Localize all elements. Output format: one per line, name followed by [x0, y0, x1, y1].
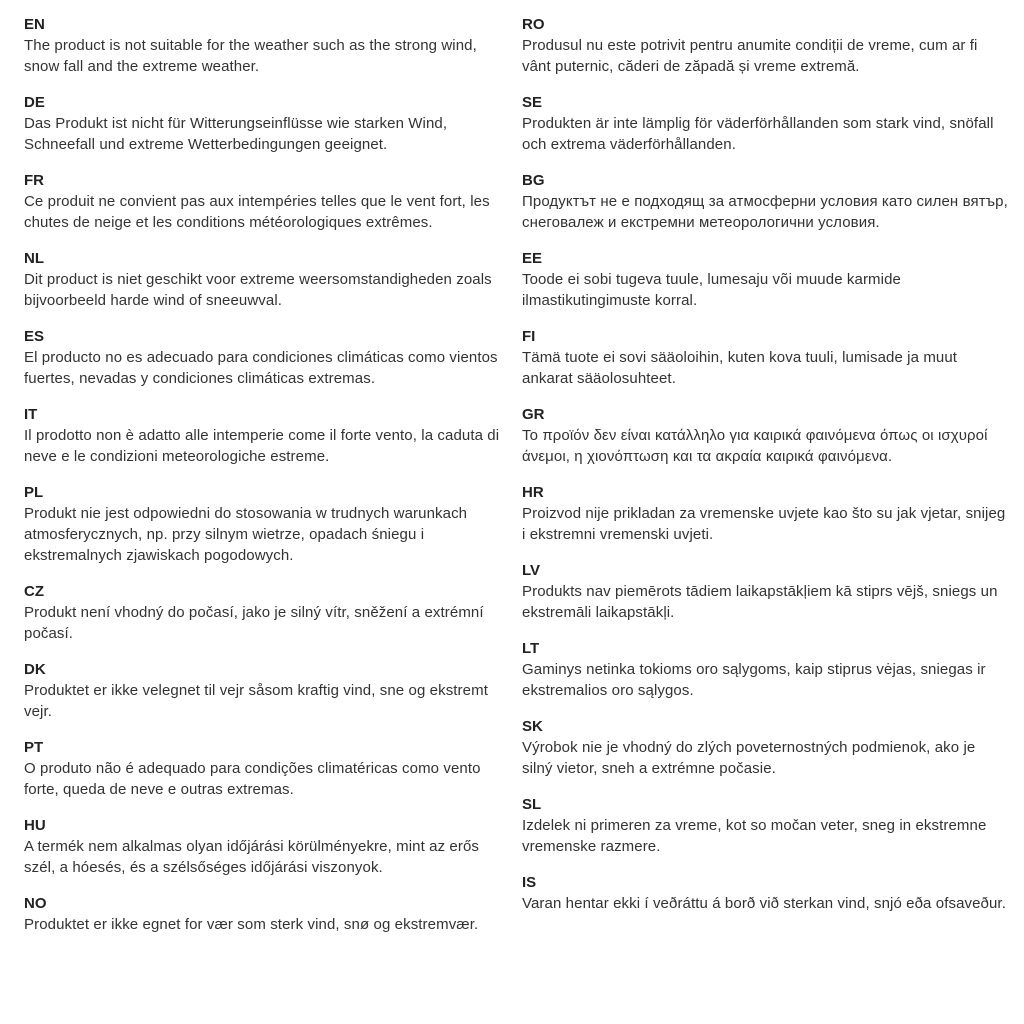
language-block: [522, 638, 1008, 701]
language-code-label: PT: [24, 739, 44, 756]
translation-text: Tämä tuote ei sovi sääoloihin, kuten kova tuuli, lumisade ja muut ankarat sääolosuhteet.: [522, 349, 958, 387]
language-code-label: DE: [24, 94, 45, 111]
language-block: [24, 659, 510, 722]
translation-text: Продуктът не е подходящ за атмосферни условия като силен вятър, снеговалеж и екстремни метеорологични условия.: [522, 193, 1008, 231]
language-code-label: SK: [522, 718, 543, 735]
language-code-label: NO: [24, 895, 47, 912]
language-block: [522, 872, 1008, 914]
translation-text: Varan hentar ekki í veðráttu á borð við sterkan vind, snjó eða ofsaveður.: [522, 895, 1006, 912]
language-code-label: FR: [24, 172, 44, 189]
translation-text: Produkten är inte lämplig för väderförhållanden som stark vind, snöfall och extrema väderförhållanden.: [522, 115, 994, 153]
language-code-label: EE: [522, 250, 543, 267]
language-code-label: LV: [522, 562, 541, 579]
language-block: [24, 92, 510, 155]
translation-text: Proizvod nije prikladan za vremenske uvjete kao što su jak vjetar, snijeg i ekstremni vremenski uvjeti.: [522, 505, 1006, 543]
translation-text: Das Produkt ist nicht für Witterungseinflüsse wie starken Wind, Schneefall und extreme Wetterbedingungen geeignet.: [24, 115, 448, 153]
language-code-label: EN: [24, 16, 45, 33]
language-block: [24, 737, 510, 800]
language-code-label: GR: [522, 406, 545, 423]
translation-text: Produsul nu este potrivit pentru anumite condiții de vreme, cum ar fi vânt puternic, căderi de zăpadă și vreme extremă.: [522, 37, 978, 75]
language-block: [522, 560, 1008, 623]
language-block: [522, 248, 1008, 311]
translation-text: O produto não é adequado para condições climatéricas como vento forte, queda de neve e outras extremas.: [24, 760, 481, 798]
language-code-label: IT: [24, 406, 38, 423]
translation-text: Gaminys netinka tokioms oro sąlygoms, kaip stiprus vėjas, sniegas ir ekstremalios oro sąlygos.: [522, 661, 986, 699]
translation-text: The product is not suitable for the weather such as the strong wind, snow fall and the extreme weather.: [24, 37, 477, 75]
left-column: [24, 14, 510, 1014]
language-code-label: NL: [24, 250, 44, 267]
language-block: [522, 14, 1008, 77]
language-block: [522, 326, 1008, 389]
language-code-label: LT: [522, 640, 540, 657]
translation-text: Produktet er ikke velegnet til vejr såsom kraftig vind, sne og ekstremt vejr.: [24, 682, 488, 720]
language-block: [24, 815, 510, 878]
translation-text: A termék nem alkalmas olyan időjárási körülményekre, mint az erős szél, a hóesés, és a szélsőséges időjárási viszonyok.: [24, 838, 480, 876]
language-block: [24, 248, 510, 311]
translation-text: Výrobok nie je vhodný do zlých poveternostných podmienok, ako je silný vietor, sneh a extrémne počasie.: [522, 739, 976, 777]
language-block: [522, 794, 1008, 857]
translation-text: Ce produit ne convient pas aux intempéries telles que le vent fort, les chutes de neige et les conditions météorologiques extrêmes.: [24, 193, 490, 231]
language-block: [24, 404, 510, 467]
translation-text: Produktet er ikke egnet for vær som sterk vind, snø og ekstremvær.: [24, 916, 479, 933]
language-block: [24, 893, 510, 935]
language-block: [24, 581, 510, 644]
language-code-label: CZ: [24, 583, 44, 600]
language-block: [522, 404, 1008, 467]
language-code-label: IS: [522, 874, 537, 891]
translation-text: Το προϊόν δεν είναι κατάλληλο για καιρικά φαινόμενα όπως οι ισχυροί άνεμοι, η χιονόπτωση και τα ακραία καιρικά φαινόμενα.: [522, 427, 988, 465]
language-code-label: HR: [522, 484, 544, 501]
language-block: [522, 482, 1008, 545]
right-column: [522, 14, 1008, 1014]
translation-text: Produkt není vhodný do počasí, jako je silný vítr, sněžení a extrémní počasí.: [24, 604, 484, 642]
language-block: [24, 14, 510, 77]
language-block: [24, 170, 510, 233]
language-code-label: HU: [24, 817, 46, 834]
translation-text: Toode ei sobi tugeva tuule, lumesaju või muude karmide ilmastikutingimuste korral.: [522, 271, 901, 309]
language-code-label: PL: [24, 484, 44, 501]
language-code-label: ES: [24, 328, 45, 345]
translation-text: Produkt nie jest odpowiedni do stosowania w trudnych warunkach atmosferycznych, np. przy silnym wietrze, opadach śniegu i ekstremalnych zjawiskach pogodowych.: [24, 505, 468, 564]
language-code-label: DK: [24, 661, 46, 678]
translation-text: Izdelek ni primeren za vreme, kot so močan veter, sneg in ekstremne vremenske razmere.: [522, 817, 987, 855]
translation-text: Produkts nav piemērots tādiem laikapstākļiem kā stiprs vējš, sniegs un ekstremāli laikapstākļi.: [522, 583, 998, 621]
language-code-label: FI: [522, 328, 536, 345]
language-code-label: RO: [522, 16, 545, 33]
translation-text: Dit product is niet geschikt voor extreme weersomstandigheden zoals bijvoorbeeld harde wind of sneeuwval.: [24, 271, 492, 309]
translation-text: Il prodotto non è adatto alle intemperie come il forte vento, la caduta di neve e le condizioni meteorologiche estreme.: [24, 427, 500, 465]
language-block: [522, 716, 1008, 779]
language-code-label: SL: [522, 796, 542, 813]
language-block: [24, 482, 510, 566]
language-block: [522, 92, 1008, 155]
language-block: [522, 170, 1008, 233]
language-code-label: BG: [522, 172, 545, 189]
translation-text: El producto no es adecuado para condiciones climáticas como vientos fuertes, nevadas y condiciones climáticas extremas.: [24, 349, 498, 387]
language-code-label: SE: [522, 94, 543, 111]
language-block: [24, 326, 510, 389]
